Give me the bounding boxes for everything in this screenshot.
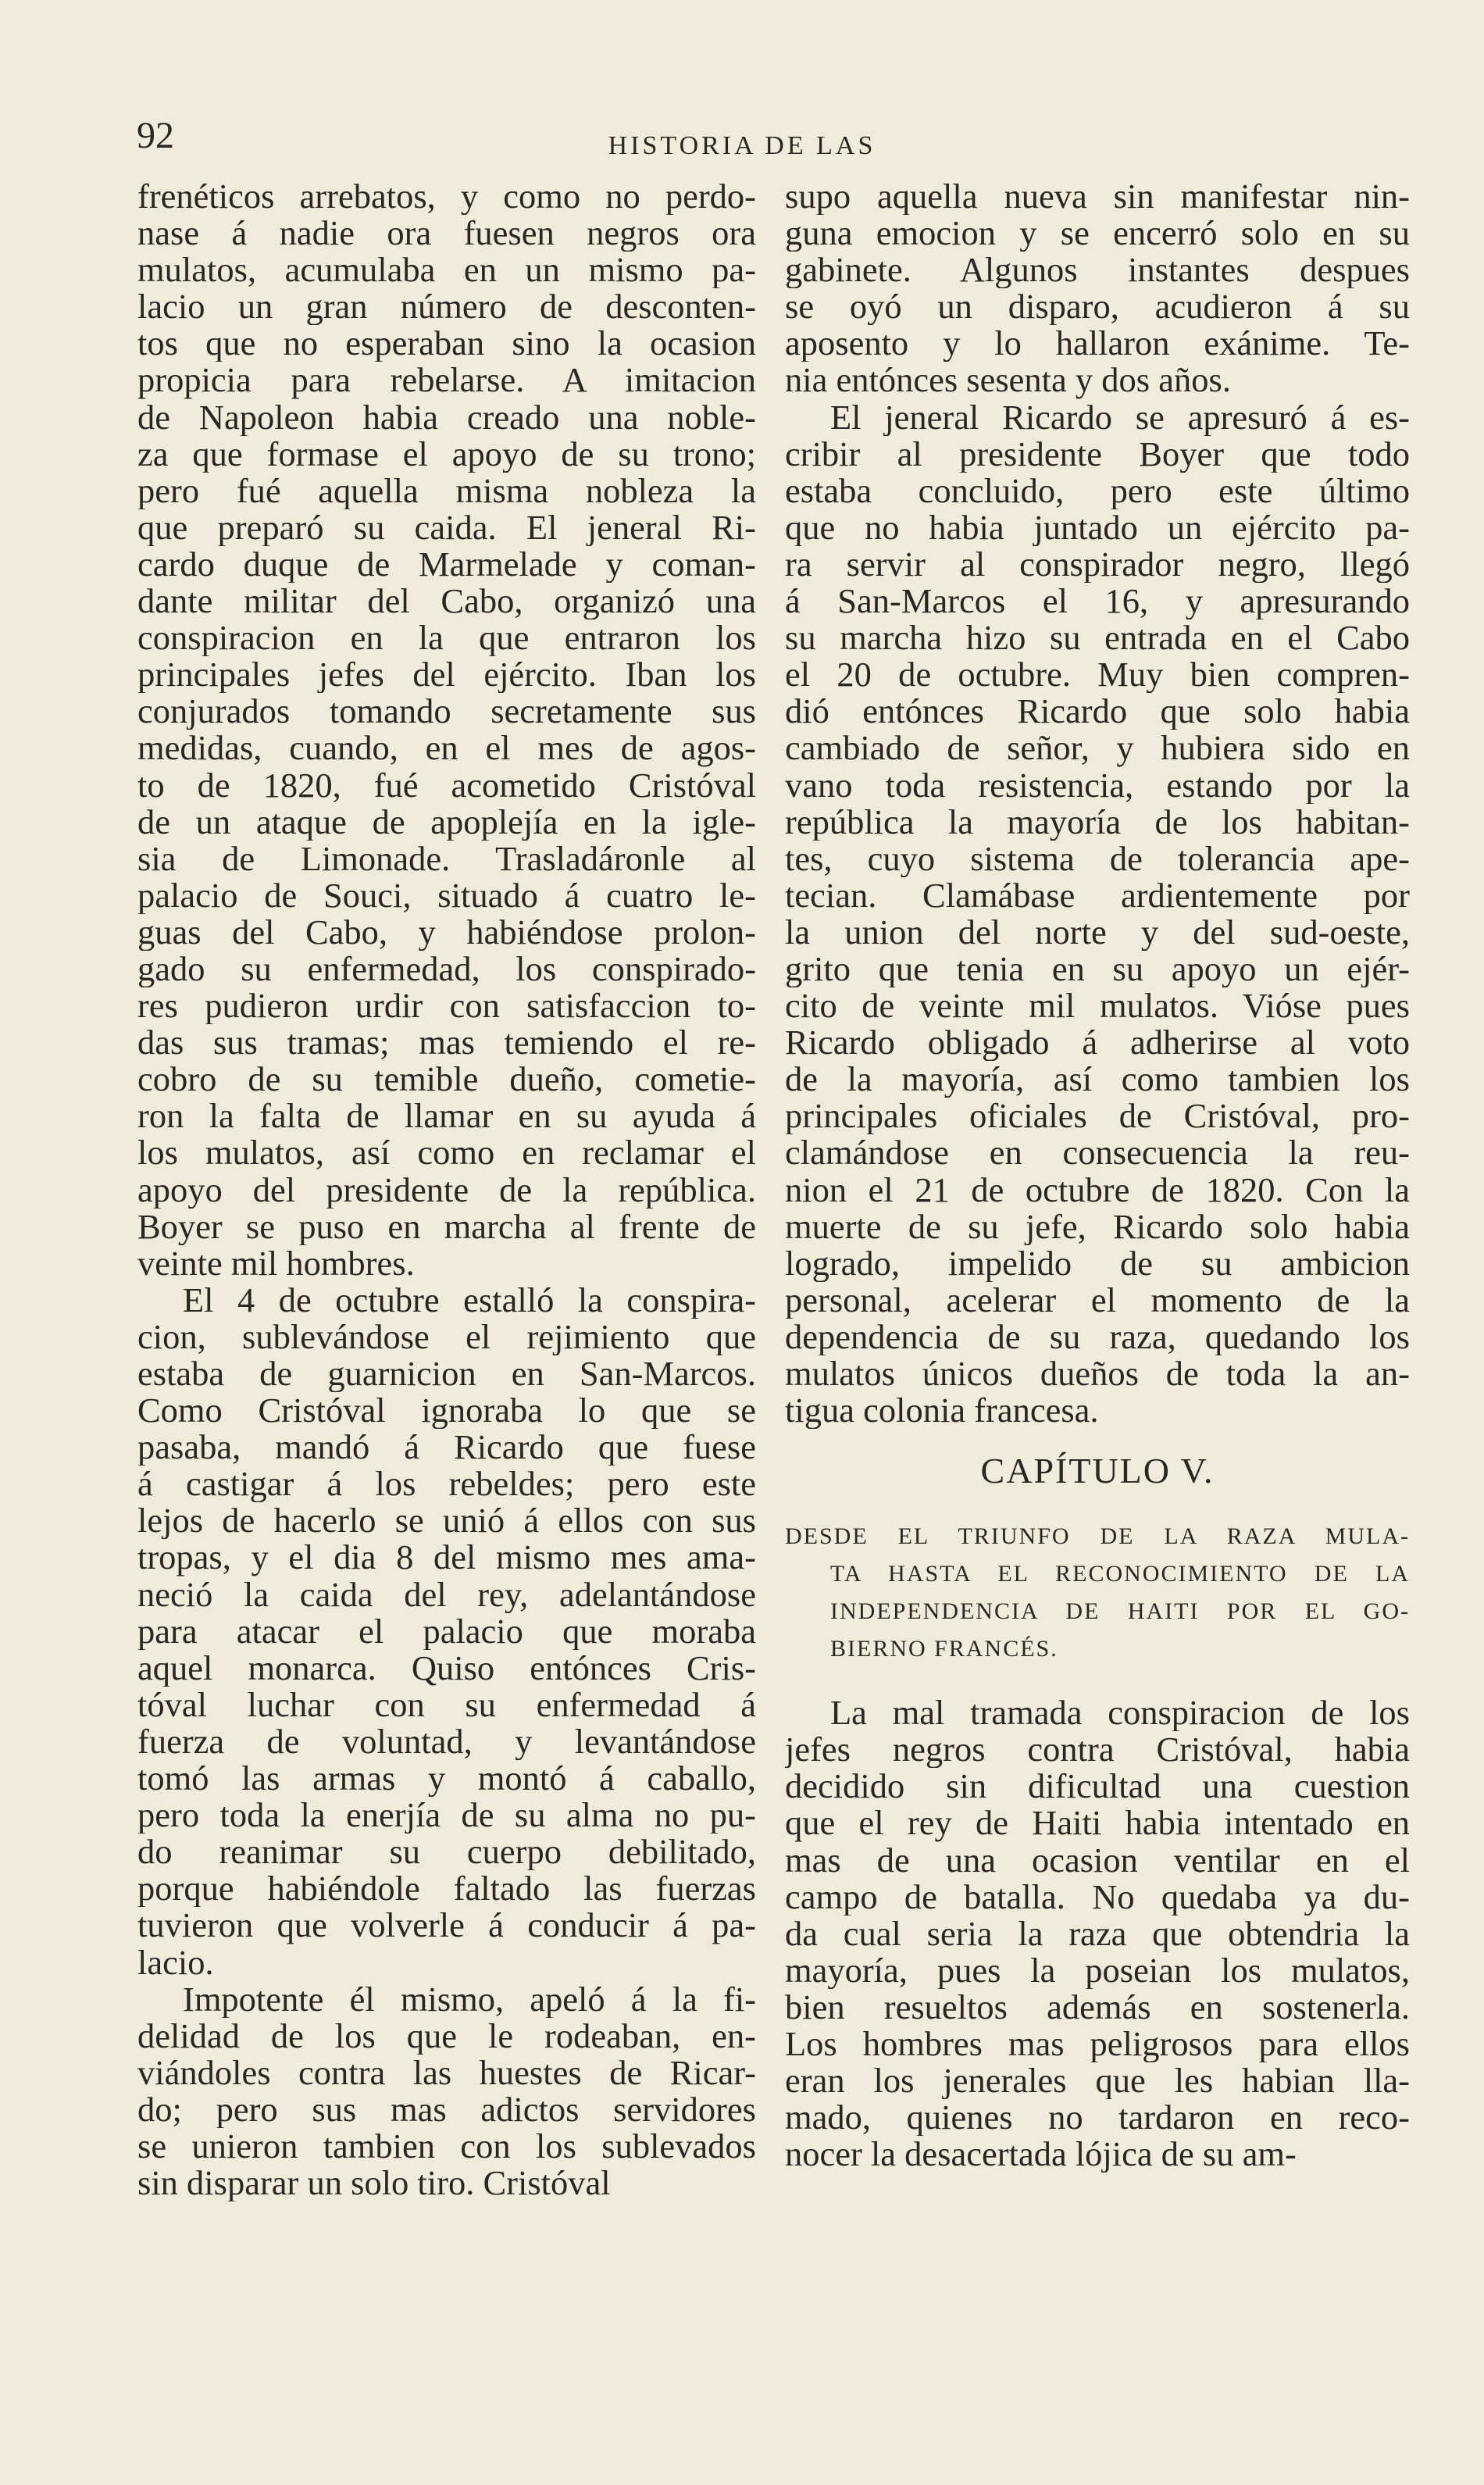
text-line: cardo duque de Marmelade y coman- bbox=[137, 545, 756, 584]
text-line: palacio de Souci, situado á cuatro le- bbox=[137, 877, 756, 914]
text-line: aquel monarca. Quiso entónces Cris- bbox=[137, 1649, 756, 1687]
text-line: Boyer se puso en marcha al frente de bbox=[137, 1208, 756, 1245]
text-line: de un ataque de apoplejía en la igle- bbox=[137, 803, 756, 841]
right-column-top-text bbox=[785, 178, 1410, 1429]
text-line: se unieron tambien con los sublevados bbox=[137, 2127, 756, 2165]
text-line: mulatos, acumulaba en un mismo pa- bbox=[137, 252, 756, 289]
text-line: delidad de los que le rodeaban, en- bbox=[137, 2017, 756, 2055]
text-line: neció la caida del rey, adelantándose bbox=[137, 1576, 756, 1613]
text-line: sin disparar un solo tiro. Cristóval bbox=[137, 2165, 611, 2202]
text-line: do; pero sus mas adictos servidores bbox=[137, 2090, 756, 2128]
text-line: jefes negros contra Cristóval, habia bbox=[785, 1731, 1410, 1769]
text-line: cobro de su temible dueño, cometie- bbox=[137, 1061, 756, 1098]
text-line: á San-Marcos el 16, y apresurando bbox=[785, 583, 1410, 620]
text-line: cribir al presidente Boyer que todo bbox=[785, 435, 1410, 473]
text-line: que no habia juntado un ejército pa- bbox=[785, 509, 1410, 546]
text-line: dependencia de su raza, quedando los bbox=[785, 1318, 1410, 1355]
text-line: ron la falta de llamar en su ayuda á bbox=[137, 1098, 756, 1135]
right-column bbox=[785, 178, 1410, 2173]
summary-line: BIERNO FRANCÉS. bbox=[830, 1636, 1058, 1662]
text-line: eran los jenerales que les habian lla- bbox=[785, 2062, 1410, 2100]
text-line: ra servir al conspirador negro, llegó bbox=[785, 545, 1410, 584]
text-line: república la mayoría de los habitan- bbox=[785, 803, 1410, 841]
text-line: cito de veinte mil mulatos. Vióse pues bbox=[785, 987, 1410, 1025]
text-line: nia entónces sesenta y dos años. bbox=[785, 362, 1231, 399]
text-line: principales jefes del ejército. Iban los bbox=[137, 656, 756, 694]
text-line: para atacar el palacio que moraba bbox=[137, 1612, 756, 1650]
text-line: tos que no esperaban sino la ocasion bbox=[137, 325, 756, 362]
text-line: vano toda resistencia, estando por la bbox=[785, 766, 1410, 804]
text-line: tes, cuyo sistema de tolerancia ape- bbox=[785, 840, 1410, 877]
text-line: cion, sublevándose el rejimiento que bbox=[137, 1318, 756, 1355]
text-line: decidido sin dificultad una cuestion bbox=[785, 1768, 1410, 1805]
text-line: apoyo del presidente de la república. bbox=[137, 1171, 756, 1209]
text-line: to de 1820, fué acometido Cristóval bbox=[137, 766, 756, 804]
text-line: guna emocion y se encerró solo en su bbox=[785, 215, 1410, 252]
text-line: nase á nadie ora fuesen negros ora bbox=[137, 215, 756, 252]
text-line: dió entónces Ricardo que solo habia bbox=[785, 693, 1410, 730]
text-line: do reanimar su cuerpo debilitado, bbox=[137, 1833, 756, 1871]
text-line: porque habiéndole faltado las fuerzas bbox=[137, 1870, 756, 1908]
text-line: grito que tenia en su apoyo un ejér- bbox=[785, 950, 1410, 988]
text-line: propicia para rebelarse. A imitacion bbox=[137, 362, 756, 399]
text-line: personal, acelerar el momento de la bbox=[785, 1281, 1410, 1319]
text-line: res pudieron urdir con satisfaccion to- bbox=[137, 987, 756, 1025]
text-line: los mulatos, así como en reclamar el bbox=[137, 1134, 756, 1172]
text-line: campo de batalla. No quedaba ya du- bbox=[785, 1878, 1410, 1916]
text-line: za que formase el apoyo de su trono; bbox=[137, 435, 756, 473]
text-line: veinte mil hombres. bbox=[137, 1244, 415, 1282]
text-line: mulatos únicos dueños de toda la an- bbox=[785, 1355, 1410, 1393]
text-line: dante militar del Cabo, organizó una bbox=[137, 583, 756, 620]
text-line: supo aquella nueva sin manifestar nin- bbox=[785, 178, 1410, 216]
text-line: lacio un gran número de desconten- bbox=[137, 288, 756, 326]
text-line: principales oficiales de Cristóval, pro- bbox=[785, 1098, 1410, 1135]
text-line: Los hombres mas peligrosos para ellos bbox=[785, 2026, 1410, 2063]
text-line: su marcha hizo su entrada en el Cabo bbox=[785, 619, 1410, 657]
text-line: tropas, y el dia 8 del mismo mes ama- bbox=[137, 1539, 756, 1576]
text-line: pero fué aquella misma nobleza la bbox=[137, 472, 756, 509]
text-line: aposento y lo hallaron exánime. Te- bbox=[785, 325, 1410, 362]
text-line: de la mayoría, así como tambien los bbox=[785, 1061, 1410, 1098]
text-line: gabinete. Algunos instantes despues bbox=[785, 252, 1410, 289]
text-line: conspiracion en la que entraron los bbox=[137, 619, 756, 657]
text-line: se oyó un disparo, acudieron á su bbox=[785, 288, 1410, 326]
text-line: Impotente él mismo, apeló á la fi- bbox=[183, 1980, 756, 2018]
text-line: tigua colonia francesa. bbox=[785, 1392, 1099, 1430]
text-line: nocer la desacertada lójica de su am- bbox=[785, 2136, 1297, 2173]
text-line: gado su enfermedad, los conspirado- bbox=[137, 950, 756, 988]
text-line: tomó las armas y montó á caballo, bbox=[137, 1760, 756, 1798]
running-head: HISTORIA DE LAS bbox=[608, 131, 876, 160]
chapter-summary bbox=[785, 1518, 1410, 1668]
text-line: mas de una ocasion ventilar en el bbox=[785, 1841, 1410, 1879]
text-line: tuvieron que volverle á conducir á pa- bbox=[137, 1907, 756, 1944]
text-line: La mal tramada conspiracion de los bbox=[830, 1694, 1410, 1732]
text-line: estaba de guarnicion en San-Marcos. bbox=[137, 1355, 756, 1393]
text-line: El jeneral Ricardo se apresuró á es- bbox=[830, 398, 1410, 436]
text-line: muerte de su jefe, Ricardo solo habia bbox=[785, 1208, 1410, 1245]
summary-line: INDEPENDENCIA DE HAITI POR EL GO- bbox=[830, 1598, 1410, 1625]
text-line: la union del norte y del sud-oeste, bbox=[785, 913, 1410, 951]
text-line: lacio. bbox=[137, 1944, 214, 1981]
summary-line: TA HASTA EL RECONOCIMIENTO DE LA bbox=[830, 1561, 1410, 1587]
text-line: frenéticos arrebatos, y como no perdo- bbox=[137, 178, 756, 216]
text-line: viándoles contra las huestes de Ricar- bbox=[137, 2054, 756, 2091]
text-line: que preparó su caida. El jeneral Ri- bbox=[137, 509, 756, 546]
text-line: el 20 de octubre. Muy bien compren- bbox=[785, 656, 1410, 694]
text-line: das sus tramas; mas temiendo el re- bbox=[137, 1024, 756, 1062]
text-line: clamándose en consecuencia la reu- bbox=[785, 1134, 1410, 1172]
text-line: da cual seria la raza que obtendria la bbox=[785, 1915, 1410, 1952]
text-line: mayoría, pues la poseian los mulatos, bbox=[785, 1951, 1410, 1989]
text-line: logrado, impelido de su ambicion bbox=[785, 1244, 1410, 1282]
text-line: medidas, cuando, en el mes de agos- bbox=[137, 730, 756, 767]
text-line: pasaba, mandó á Ricardo que fuese bbox=[137, 1429, 756, 1466]
text-line: conjurados tomando secretamente sus bbox=[137, 693, 756, 730]
left-column bbox=[137, 178, 756, 2201]
text-line: lejos de hacerlo se unió á ellos con sus bbox=[137, 1502, 756, 1540]
text-line: bien resueltos además en sostenerla. bbox=[785, 1988, 1410, 2026]
text-line: cambiado de señor, y hubiera sido en bbox=[785, 730, 1410, 767]
text-line: tóval luchar con su enfermedad á bbox=[137, 1686, 756, 1723]
text-line: El 4 de octubre estalló la conspira- bbox=[183, 1281, 756, 1319]
text-line: Ricardo obligado á adherirse al voto bbox=[785, 1024, 1410, 1062]
text-line: guas del Cabo, y habiéndose prolon- bbox=[137, 913, 756, 951]
text-line: mado, quienes no tardaron en reco- bbox=[785, 2099, 1410, 2137]
text-line: que el rey de Haiti habia intentado en bbox=[785, 1805, 1410, 1842]
text-line: tecian. Clamábase ardientemente por bbox=[785, 877, 1410, 914]
right-column-bottom-text bbox=[785, 1694, 1410, 2173]
text-line: pero toda la enerjía de su alma no pu- bbox=[137, 1797, 756, 1834]
text-line: á castigar á los rebeldes; pero este bbox=[137, 1466, 756, 1503]
text-line: sia de Limonade. Trasladáronle al bbox=[137, 840, 756, 877]
text-line: de Napoleon habia creado una noble- bbox=[137, 398, 756, 436]
page-number: 92 bbox=[137, 115, 174, 156]
text-line: nion el 21 de octubre de 1820. Con la bbox=[785, 1171, 1410, 1209]
text-line: estaba concluido, pero este último bbox=[785, 472, 1410, 509]
text-line: fuerza de voluntad, y levantándose bbox=[137, 1723, 756, 1761]
chapter-title: CAPÍTULO V. bbox=[980, 1451, 1215, 1491]
text-line: Como Cristóval ignoraba lo que se bbox=[137, 1392, 756, 1430]
summary-line: DESDE EL TRIUNFO DE LA RAZA MULA- bbox=[785, 1523, 1410, 1550]
